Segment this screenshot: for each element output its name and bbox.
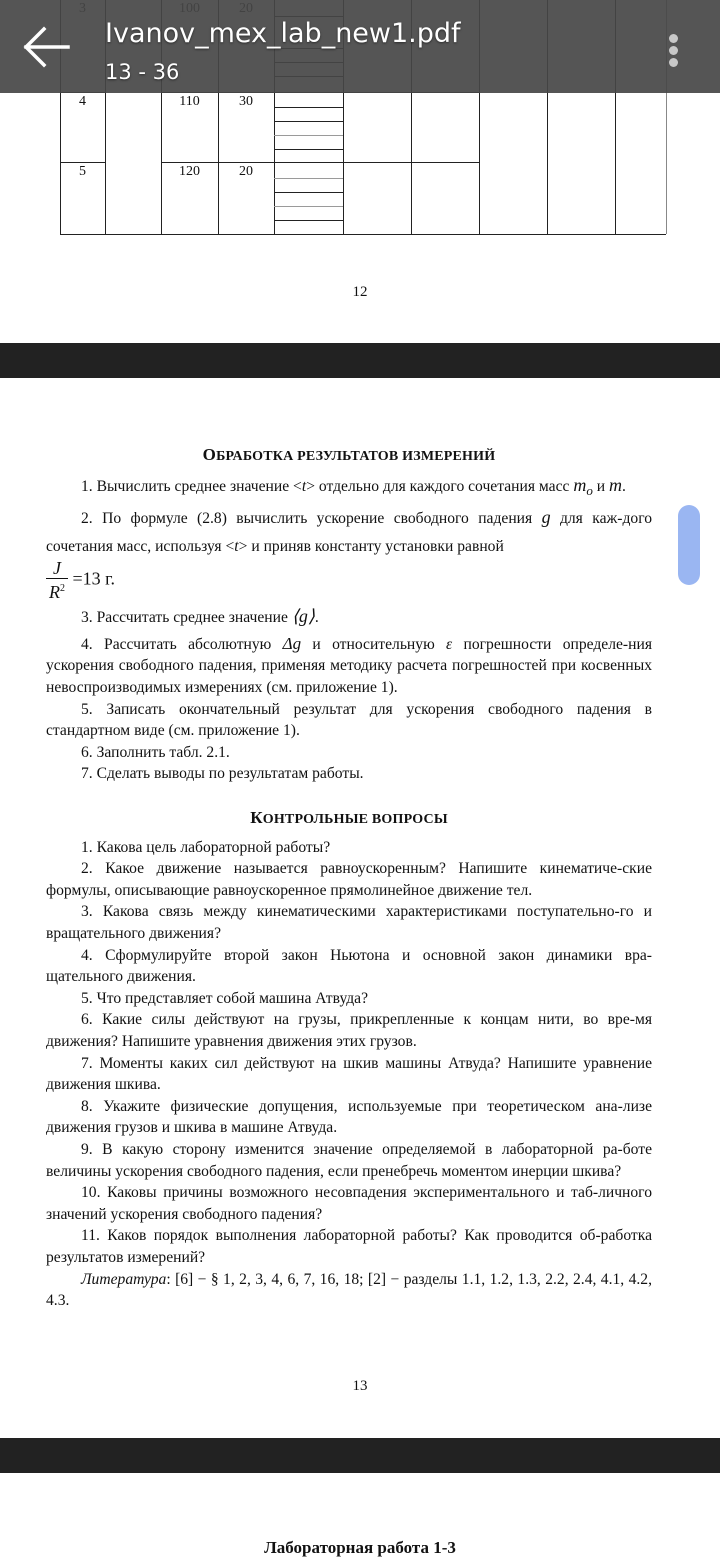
row-5-col4: 20	[239, 164, 253, 179]
pdf-page-13	[0, 378, 720, 1438]
arrow-left-icon	[22, 26, 70, 68]
step-1: 1. Вычислить среднее значение <t> отдельно для каждого сочетания масс $m_o$ и m.	[81, 474, 626, 498]
row-5-num: 5	[79, 164, 86, 179]
step-2: 2. По формуле (2.8) вычислить ускорение свободного падения g для каж-дого сочетания масс, используя <t> и приняв константу установки равной	[46, 507, 652, 556]
question-item: 6. Какие силы действуют на грузы, прикрепленные к концам нити, во вре-мя движения? Напишите уравнения движения этих грузов.	[46, 1011, 652, 1050]
step-7: 7. Сделать выводы по результатам работы.	[81, 765, 364, 783]
question-item: 4. Сформулируйте второй закон Ньютона и основной закон динамики вра-щательного движения.	[46, 946, 652, 986]
page-gap	[0, 1438, 720, 1473]
row-4-num: 4	[79, 94, 86, 109]
question-item: 9. В какую сторону изменится значение определяемой в лабораторной ра-боте величины ускорения свободного падения, если пренебречь моментом инерции шкива?	[46, 1140, 652, 1180]
section-heading-questions: КОНТРОЛЬНЫЕ ВОПРОСЫ	[250, 808, 448, 828]
more-options-button[interactable]	[660, 28, 688, 66]
question-item: 7. Моменты каких сил действуют на шкив машины Атвуда? Напишите уравнение движения шкива.	[46, 1054, 652, 1094]
page-range: 13 - 36	[105, 60, 180, 84]
formula-j-over-r2: $\frac{J}{R^2}$ =13 г.	[46, 559, 652, 602]
page-number: 12	[352, 284, 368, 300]
step-4: 4. Рассчитать абсолютную Δg и относительную ε погрешности определе-ния ускорения свободного падения, применяя методику расчета погрешностей при косвенных невоспроизводимых измерениях (см. приложение 1).	[46, 633, 652, 697]
back-button[interactable]	[22, 26, 70, 68]
question-item: 11. Каков порядок выполнения лабораторной работы? Как проводится об-работка результатов измерений?	[46, 1227, 652, 1266]
question-item: 5. Что представляет собой машина Атвуда?	[81, 989, 369, 1007]
question-item: 1. Какова цель лабораторной работы?	[81, 838, 331, 856]
page-13-content	[46, 444, 652, 1312]
section-heading-processing: ОБРАБОТКА РЕЗУЛЬТАТОВ ИЗМЕРЕНИЙ	[202, 445, 496, 464]
lab-work-title: Лабораторная работа 1-3	[264, 1538, 456, 1557]
page-number: 13	[352, 1378, 368, 1394]
step-3: 3. Рассчитать среднее значение ⟨g⟩.	[81, 606, 319, 627]
row-4-col3: 110	[179, 94, 200, 109]
question-item: 2. Какое движение называется равноускоренным? Напишите кинематиче-ские формулы, описывающие равноускоренное прямолинейное движение тел.	[46, 860, 652, 899]
row-4-col4: 30	[239, 94, 253, 109]
more-vert-icon	[669, 34, 678, 43]
scrollbar-thumb[interactable]	[678, 505, 700, 585]
step-5: 5. Записать окончательный результат для ускорения свободного падения в стандартном виде (см. приложение 1).	[46, 700, 652, 740]
step-6: 6. Заполнить табл. 2.1.	[81, 743, 230, 761]
questions-list	[46, 837, 652, 1269]
question-item: 8. Укажите физические допущения, используемые при теоретическом ана-лизе движения грузов и шкива в машине Атвуда.	[46, 1097, 652, 1137]
document-title: Ivanov_mex_lab_new1.pdf	[105, 18, 461, 49]
question-item: 3. Какова связь между кинематическими характеристиками поступательно-го и вращательного движения?	[46, 903, 652, 943]
question-item: 10. Каковы причины возможного несовпадения экспериментального и таб-личного значений ускорения свободного падения?	[46, 1184, 652, 1223]
row-5-col3: 120	[179, 164, 200, 179]
literature: Литература: [6] − § 1, 2, 3, 4, 6, 7, 16, 18; [2] − разделы 1.1, 1.2, 1.3, 2.2, 2.4, 4.1, 4.2, 4.3.	[46, 1270, 652, 1310]
app-bar	[0, 0, 720, 93]
page-gap	[0, 343, 720, 378]
